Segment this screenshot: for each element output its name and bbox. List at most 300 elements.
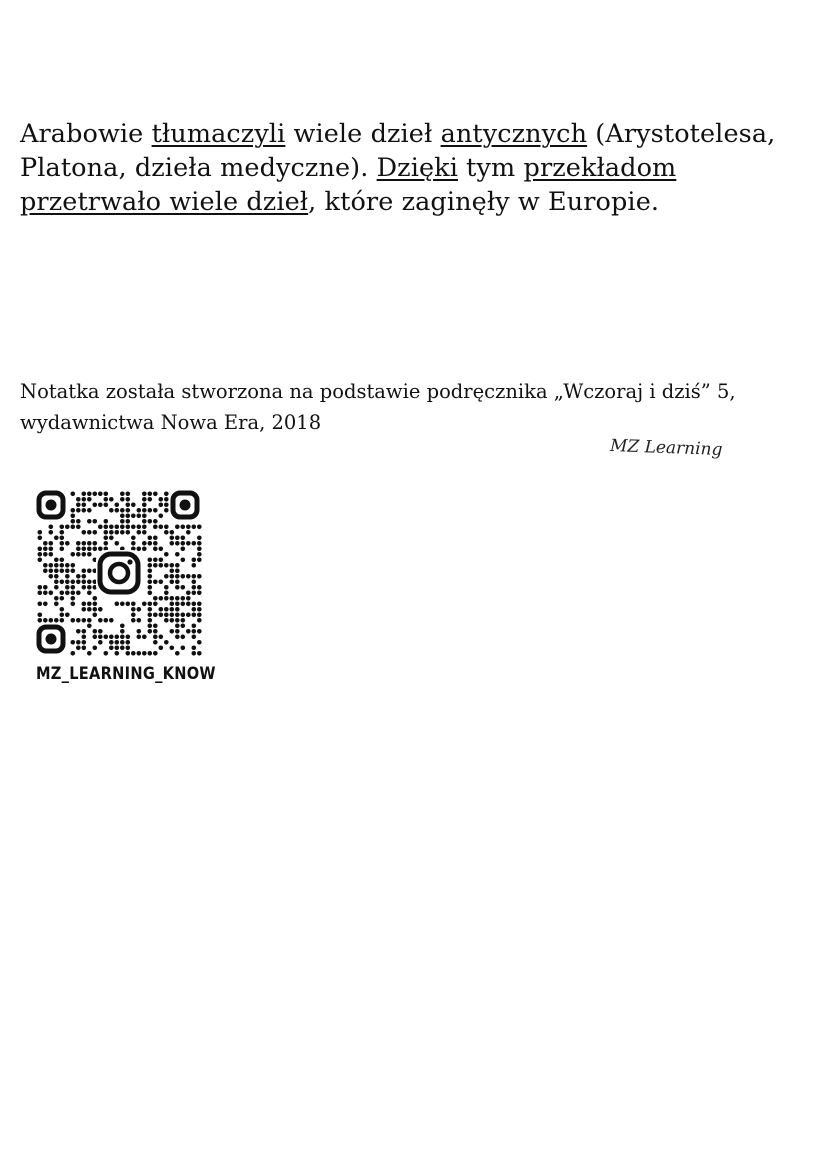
- qr-dot: [170, 569, 175, 574]
- qr-dot: [76, 618, 81, 623]
- qr-dot: [148, 574, 153, 579]
- qr-dot: [197, 607, 202, 612]
- qr-dot: [164, 591, 169, 596]
- qr-dot: [38, 552, 43, 557]
- qr-dot: [120, 646, 125, 651]
- qr-dot: [148, 519, 153, 524]
- qr-dot: [192, 635, 197, 640]
- qr-dot: [76, 591, 81, 596]
- qr-dot: [175, 574, 180, 579]
- qr-dot: [76, 580, 81, 585]
- qr-dot: [164, 525, 169, 530]
- qr-dot: [170, 596, 175, 601]
- qr-dot: [115, 508, 120, 513]
- qr-dot: [76, 497, 81, 502]
- qr-dot: [98, 629, 103, 634]
- qr-dot: [76, 508, 81, 513]
- qr-dot: [76, 525, 81, 530]
- qr-dot: [43, 602, 48, 607]
- qr-dot: [159, 503, 164, 508]
- qr-dot: [186, 629, 191, 634]
- qr-dot: [93, 635, 98, 640]
- underlined-term: antycznych: [440, 119, 588, 149]
- qr-dot: [43, 585, 48, 590]
- qr-dot: [170, 574, 175, 579]
- qr-dot: [54, 563, 59, 568]
- qr-dot: [98, 635, 103, 640]
- qr-dot: [65, 591, 70, 596]
- qr-dot: [126, 602, 131, 607]
- qr-dot: [54, 602, 59, 607]
- qr-dot: [142, 514, 147, 519]
- qr-dot: [104, 530, 109, 535]
- qr-dot: [186, 602, 191, 607]
- qr-dot: [159, 497, 164, 502]
- qr-dot: [115, 635, 120, 640]
- qr-dot: [43, 591, 48, 596]
- qr-dot: [93, 547, 98, 552]
- qr-dot: [192, 607, 197, 612]
- qr-dot: [76, 519, 81, 524]
- qr-dot: [148, 585, 153, 590]
- qr-dot: [126, 519, 131, 524]
- qr-dot: [82, 503, 87, 508]
- qr-dot: [159, 646, 164, 651]
- qr-dot: [104, 497, 109, 502]
- text-segment: , które zaginęły w Europie.: [308, 187, 660, 217]
- qr-dot: [186, 596, 191, 601]
- qr-dot: [164, 585, 169, 590]
- qr-dot: [38, 618, 43, 623]
- main-paragraph: [20, 117, 810, 219]
- qr-dot: [126, 651, 131, 656]
- qr-dot: [38, 547, 43, 552]
- qr-dot: [175, 563, 180, 568]
- underlined-term: Dzięki: [376, 153, 458, 183]
- qr-dot: [115, 541, 120, 546]
- qr-dot: [181, 618, 186, 623]
- qr-dot: [142, 602, 147, 607]
- qr-dot: [148, 613, 153, 618]
- qr-dot: [49, 547, 54, 552]
- qr-dot: [120, 497, 125, 502]
- qr-dot: [49, 569, 54, 574]
- qr-dot: [181, 574, 186, 579]
- qr-dot: [197, 629, 202, 634]
- qr-dot: [181, 541, 186, 546]
- qr-dot: [60, 525, 65, 530]
- qr-dot: [98, 618, 103, 623]
- qr-dot: [181, 624, 186, 629]
- qr-code[interactable]: [36, 490, 202, 656]
- qr-dot: [98, 525, 103, 530]
- qr-dot: [93, 602, 98, 607]
- qr-dot: [170, 602, 175, 607]
- qr-dot: [142, 519, 147, 524]
- qr-dot: [87, 618, 92, 623]
- qr-dot: [197, 618, 202, 623]
- qr-dot: [120, 624, 125, 629]
- qr-dot: [153, 519, 158, 524]
- qr-dot: [197, 591, 202, 596]
- qr-dot: [38, 536, 43, 541]
- qr-dot: [82, 497, 87, 502]
- qr-dot: [170, 607, 175, 612]
- qr-dot: [170, 536, 175, 541]
- qr-dot: [192, 585, 197, 590]
- qr-dot: [153, 558, 158, 563]
- qr-dot: [87, 607, 92, 612]
- qr-dot: [60, 596, 65, 601]
- qr-dot: [142, 497, 147, 502]
- qr-dot: [186, 591, 191, 596]
- qr-dot: [192, 646, 197, 651]
- qr-dot: [126, 530, 131, 535]
- qr-dot: [98, 547, 103, 552]
- qr-dot: [60, 613, 65, 618]
- qr-dot: [175, 596, 180, 601]
- text-segment: wiele dzieł: [285, 119, 441, 149]
- qr-dot: [137, 651, 142, 656]
- qr-dot: [65, 525, 70, 530]
- qr-dot: [93, 596, 98, 601]
- qr-dot: [54, 580, 59, 585]
- qr-dot: [82, 646, 87, 651]
- qr-dot: [126, 514, 131, 519]
- qr-dot: [49, 618, 54, 623]
- qr-dot: [82, 602, 87, 607]
- qr-dot: [148, 624, 153, 629]
- qr-dot: [170, 541, 175, 546]
- qr-dot: [109, 536, 114, 541]
- qr-dot: [131, 503, 136, 508]
- qr-dot: [137, 508, 142, 513]
- qr-dot: [181, 613, 186, 618]
- qr-dot: [65, 563, 70, 568]
- qr-dot: [142, 508, 147, 513]
- qr-dot: [126, 508, 131, 513]
- qr-dot: [87, 651, 92, 656]
- qr-dot: [164, 503, 169, 508]
- qr-dot: [197, 541, 202, 546]
- qr-dot: [82, 492, 87, 497]
- qr-dot: [71, 651, 76, 656]
- qr-dot: [175, 613, 180, 618]
- qr-dot: [115, 530, 120, 535]
- qr-dot: [175, 525, 180, 530]
- qr-dot: [126, 646, 131, 651]
- source-note-line: wydawnictwa Nowa Era, 2018: [20, 411, 322, 434]
- qr-dot: [131, 602, 136, 607]
- qr-dot: [175, 629, 180, 634]
- qr-dot: [153, 629, 158, 634]
- qr-dot: [109, 525, 114, 530]
- qr-dot: [142, 651, 147, 656]
- qr-dot: [197, 651, 202, 656]
- qr-dot: [104, 618, 109, 623]
- qr-dot: [120, 508, 125, 513]
- qr-dot: [170, 530, 175, 535]
- qr-dot: [38, 558, 43, 563]
- qr-dot: [153, 536, 158, 541]
- qr-dot: [54, 569, 59, 574]
- qr-dot: [126, 525, 131, 530]
- qr-dot: [65, 569, 70, 574]
- qr-dot: [153, 635, 158, 640]
- qr-dot: [49, 530, 54, 535]
- qr-dot: [98, 607, 103, 612]
- qr-dot: [170, 646, 175, 651]
- qr-dot: [87, 591, 92, 596]
- qr-dot: [60, 530, 65, 535]
- qr-dot: [170, 563, 175, 568]
- qr-dot: [126, 635, 131, 640]
- qr-dot: [104, 541, 109, 546]
- qr-dot: [71, 580, 76, 585]
- qr-dot: [60, 563, 65, 568]
- qr-dot: [109, 508, 114, 513]
- qr-dot: [93, 503, 98, 508]
- qr-dot: [159, 596, 164, 601]
- qr-dot: [54, 558, 59, 563]
- qr-dot: [186, 613, 191, 618]
- qr-dot: [49, 552, 54, 557]
- qr-dot: [109, 530, 114, 535]
- qr-dot: [82, 547, 87, 552]
- qr-finder-top-right: [173, 493, 197, 517]
- qr-dot: [65, 585, 70, 590]
- qr-dot: [170, 629, 175, 634]
- qr-dot: [71, 552, 76, 557]
- qr-dot: [197, 640, 202, 645]
- qr-dot: [54, 574, 59, 579]
- qr-dot: [60, 547, 65, 552]
- qr-dot: [181, 558, 186, 563]
- qr-dot: [153, 602, 158, 607]
- qr-dot: [76, 552, 81, 557]
- qr-dot: [192, 563, 197, 568]
- qr-dot: [153, 525, 158, 530]
- qr-dot: [137, 530, 142, 535]
- qr-dot: [197, 613, 202, 618]
- qr-dot: [148, 508, 153, 513]
- qr-dot: [164, 530, 169, 535]
- qr-dot: [159, 635, 164, 640]
- qr-dot: [82, 552, 87, 557]
- qr-dot: [126, 497, 131, 502]
- qr-dot: [131, 651, 136, 656]
- qr-dot: [148, 618, 153, 623]
- qr-dot: [170, 618, 175, 623]
- qr-dot: [153, 563, 158, 568]
- qr-dot: [43, 541, 48, 546]
- qr-dot: [60, 536, 65, 541]
- qr-dot: [153, 613, 158, 618]
- qr-dot: [175, 618, 180, 623]
- qr-dot: [148, 651, 153, 656]
- qr-dot: [148, 591, 153, 596]
- qr-dot: [159, 580, 164, 585]
- qr-dot: [71, 591, 76, 596]
- qr-dot: [175, 552, 180, 557]
- qr-dot: [38, 530, 43, 535]
- qr-dot: [120, 492, 125, 497]
- qr-dot: [43, 569, 48, 574]
- qr-dot: [175, 585, 180, 590]
- qr-dot: [93, 607, 98, 612]
- qr-dot: [76, 646, 81, 651]
- qr-dot: [38, 585, 43, 590]
- qr-dot: [137, 514, 142, 519]
- qr-dot: [60, 541, 65, 546]
- qr-dot: [38, 591, 43, 596]
- qr-dot: [109, 640, 114, 645]
- qr-dot: [192, 591, 197, 596]
- qr-dot: [164, 596, 169, 601]
- qr-dot: [82, 635, 87, 640]
- qr-dot: [197, 602, 202, 607]
- qr-dot: [115, 503, 120, 508]
- qr-dot: [65, 613, 70, 618]
- qr-dot: [104, 503, 109, 508]
- underlined-term: tłumaczyli: [151, 119, 286, 149]
- qr-dot: [137, 618, 142, 623]
- qr-dot: [71, 640, 76, 645]
- qr-dot: [43, 618, 48, 623]
- qr-dot: [197, 547, 202, 552]
- qr-dot: [175, 541, 180, 546]
- qr-dot: [49, 574, 54, 579]
- qr-dot: [49, 525, 54, 530]
- qr-dot: [181, 585, 186, 590]
- qr-dot: [181, 596, 186, 601]
- qr-dot: [87, 552, 92, 557]
- qr-dot: [120, 629, 125, 634]
- qr-dot: [54, 536, 59, 541]
- qr-dot: [54, 596, 59, 601]
- qr-dot: [170, 613, 175, 618]
- qr-dot: [181, 602, 186, 607]
- qr-dot: [148, 602, 153, 607]
- qr-dot: [181, 525, 186, 530]
- qr-dot: [120, 525, 125, 530]
- qr-dot: [159, 525, 164, 530]
- qr-dot: [142, 492, 147, 497]
- qr-dot: [131, 525, 136, 530]
- qr-dot: [175, 569, 180, 574]
- text-segment: (Arystotelesa, Platona, dzieła medyczne).: [20, 119, 776, 183]
- qr-dot: [192, 525, 197, 530]
- qr-dot: [87, 541, 92, 546]
- qr-dot: [87, 530, 92, 535]
- qr-dot: [148, 563, 153, 568]
- qr-dot: [153, 596, 158, 601]
- qr-dot: [197, 525, 202, 530]
- qr-dot: [164, 508, 169, 513]
- qr-dot: [109, 646, 114, 651]
- qr-dot: [104, 635, 109, 640]
- qr-dot: [142, 503, 147, 508]
- qr-dot: [71, 563, 76, 568]
- qr-dot: [159, 613, 164, 618]
- qr-dot: [197, 574, 202, 579]
- qr-dot: [71, 519, 76, 524]
- qr-dot: [192, 574, 197, 579]
- qr-dot: [192, 580, 197, 585]
- qr-dot: [82, 541, 87, 546]
- qr-dot: [65, 541, 70, 546]
- qr-dot: [148, 497, 153, 502]
- qr-dot: [93, 629, 98, 634]
- qr-dot: [131, 607, 136, 612]
- qr-dot: [87, 580, 92, 585]
- signature: MZ Learning: [609, 436, 723, 460]
- qr-dot: [137, 629, 142, 634]
- qr-dot: [82, 530, 87, 535]
- qr-dot: [71, 585, 76, 590]
- qr-dot: [104, 519, 109, 524]
- qr-dot: [159, 547, 164, 552]
- qr-dot: [120, 635, 125, 640]
- qr-dot: [54, 618, 59, 623]
- qr-dot: [82, 508, 87, 513]
- qr-dot: [65, 574, 70, 579]
- qr-dot: [60, 607, 65, 612]
- qr-dot: [87, 497, 92, 502]
- qr-dot: [60, 558, 65, 563]
- qr-dot: [148, 580, 153, 585]
- qr-dot: [82, 580, 87, 585]
- qr-dot: [120, 530, 125, 535]
- qr-dot: [192, 541, 197, 546]
- qr-dot: [175, 651, 180, 656]
- qr-dot: [54, 585, 59, 590]
- qr-dot: [164, 607, 169, 612]
- qr-dot: [93, 519, 98, 524]
- qr-dot: [87, 508, 92, 513]
- qr-dot: [60, 569, 65, 574]
- source-note: [20, 376, 810, 438]
- qr-dot: [87, 547, 92, 552]
- qr-finder-bottom-left: [39, 627, 63, 651]
- qr-dot: [82, 640, 87, 645]
- qr-dot: [164, 613, 169, 618]
- qr-dot: [186, 530, 191, 535]
- qr-dot: [71, 525, 76, 530]
- qr-dot: [164, 563, 169, 568]
- qr-finder-top-left: [39, 493, 63, 517]
- qr-dot: [126, 503, 131, 508]
- qr-dot: [82, 607, 87, 612]
- qr-dot: [148, 558, 153, 563]
- qr-dot: [82, 574, 87, 579]
- text-segment: tym: [457, 153, 524, 183]
- qr-dot: [142, 635, 147, 640]
- qr-dot: [76, 547, 81, 552]
- qr-dot: [137, 525, 142, 530]
- qr-dot: [197, 552, 202, 557]
- qr-dot: [175, 602, 180, 607]
- instagram-handle: MZ_LEARNING_KNOW: [36, 664, 216, 684]
- qr-dot: [93, 613, 98, 618]
- qr-dot: [159, 514, 164, 519]
- qr-dot: [98, 492, 103, 497]
- qr-dot: [115, 640, 120, 645]
- qr-dot: [148, 569, 153, 574]
- qr-dot: [104, 651, 109, 656]
- qr-dot: [76, 574, 81, 579]
- qr-dot: [181, 635, 186, 640]
